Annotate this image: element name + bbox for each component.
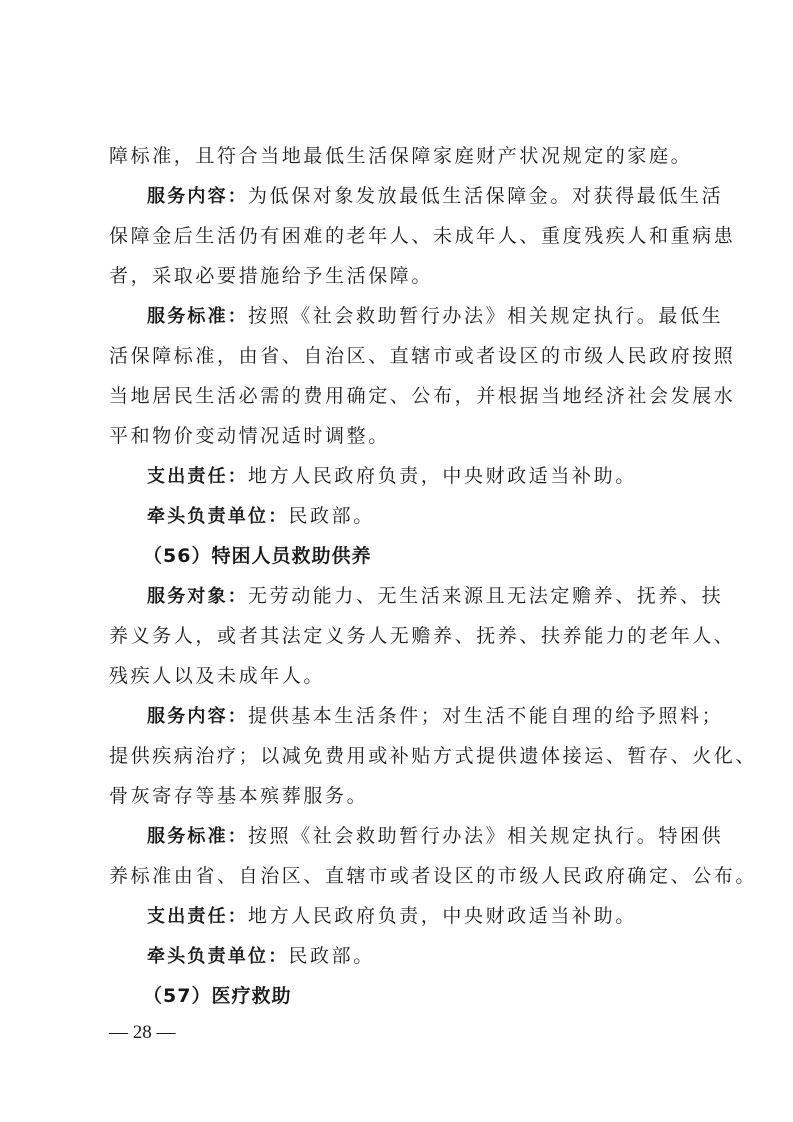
text-line: [109, 782, 689, 810]
text-run: 提供基本生活条件；对生活不能自理的给予照料；: [248, 705, 724, 727]
text-run: 民政部。: [288, 505, 375, 527]
text-line: [147, 582, 727, 611]
text-line: [109, 742, 758, 770]
text-line: [109, 342, 736, 370]
text-run: 提供疾病治疗；以减免费用或补贴方式提供遗体接运、暂存、火化、: [109, 745, 758, 767]
text-line: [147, 462, 727, 491]
field-label: 支出责任：: [147, 466, 248, 487]
section-heading: （57）医疗救助: [143, 985, 292, 1007]
text-run: 为低保对象发放最低生活保障金。对获得最低生活: [248, 185, 724, 207]
text-run: 地方人民政府负责，中央财政适当补助。: [248, 465, 637, 487]
field-label: 服务标准：: [147, 306, 248, 327]
text-run: 按照《社会救助暂行办法》相关规定执行。特困供: [248, 825, 724, 847]
text-line: [147, 302, 727, 331]
text-line: [109, 382, 736, 410]
text-line: [109, 262, 689, 290]
text-run: 当地居民生活必需的费用确定、公布，并根据当地经济社会发展水: [109, 385, 736, 407]
text-line: [147, 902, 727, 931]
text-run: 者，采取必要措施给予生活保障。: [109, 265, 434, 287]
text-run: 活保障标准，由省、自治区、直辖市或者设区的市级人民政府按照: [109, 345, 736, 367]
text-line: [109, 142, 693, 170]
field-label: 服务标准：: [147, 826, 248, 847]
text-run: 残疾人以及未成年人。: [109, 665, 326, 687]
text-run: 障标准，且符合当地最低生活保障家庭财产状况规定的家庭。: [109, 145, 693, 167]
text-line: [147, 822, 727, 851]
text-run: 平和物价变动情况适时调整。: [109, 425, 390, 447]
text-line: [109, 422, 689, 450]
text-line: [147, 942, 727, 971]
text-line: [147, 702, 727, 731]
text-line: [109, 222, 736, 250]
field-label: 服务内容：: [147, 706, 248, 727]
field-label: 支出责任：: [147, 906, 248, 927]
field-label: 服务内容：: [147, 186, 248, 207]
text-run: 民政部。: [288, 945, 375, 967]
field-label: 牵头负责单位：: [147, 506, 289, 527]
text-line: [147, 502, 727, 531]
text-line: [147, 182, 727, 211]
text-run: 按照《社会救助暂行办法》相关规定执行。最低生: [248, 305, 724, 327]
text-run: 保障金后生活仍有困难的老年人、未成年人、重度残疾人和重病患: [109, 225, 736, 247]
text-run: 地方人民政府负责，中央财政适当补助。: [248, 905, 637, 927]
field-label: 服务对象：: [147, 586, 248, 607]
text-line: [109, 662, 689, 690]
text-run: 骨灰寄存等基本殡葬服务。: [109, 785, 369, 807]
section-heading: （56）特困人员救助供养: [143, 545, 372, 567]
text-line: [109, 862, 758, 890]
page-number: — 28 —: [109, 1022, 176, 1043]
text-line: [109, 622, 736, 650]
field-label: 牵头负责单位：: [147, 946, 289, 967]
text-run: 养标准由省、自治区、直辖市或者设区的市级人民政府确定、公布。: [109, 865, 758, 887]
text-run: 无劳动能力、无生活来源且无法定赡养、抚养、扶: [248, 585, 724, 607]
text-run: 养义务人，或者其法定义务人无赡养、抚养、扶养能力的老年人、: [109, 625, 736, 647]
